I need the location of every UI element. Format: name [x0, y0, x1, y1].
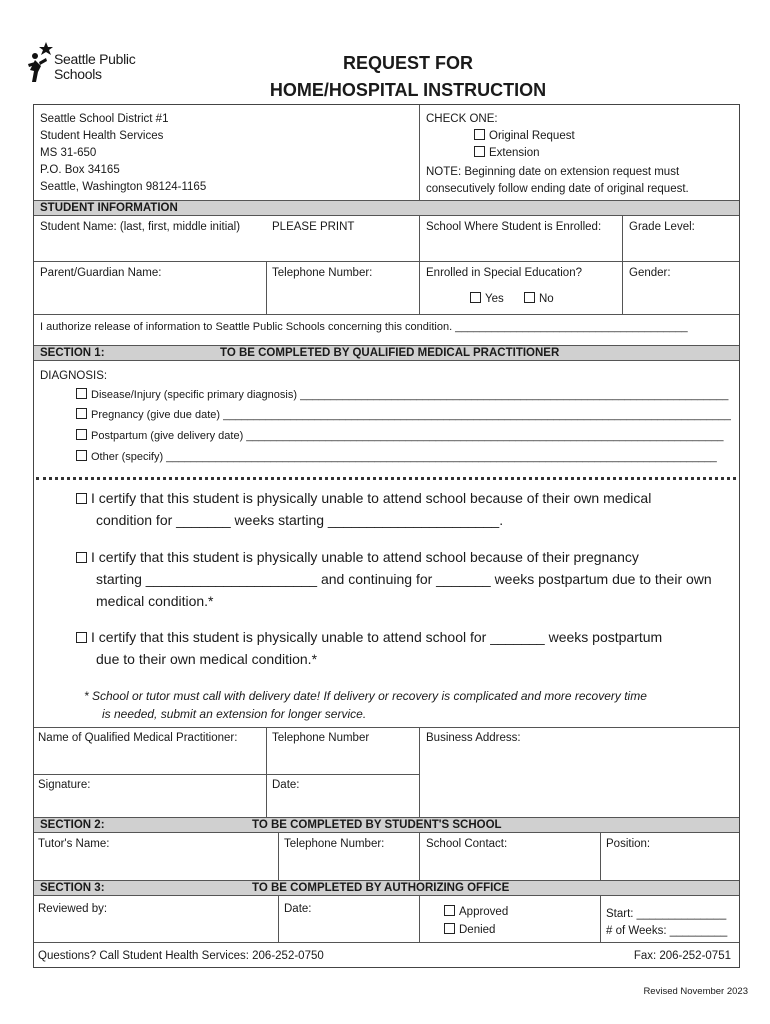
- diagnosis-label: DIAGNOSIS:: [40, 370, 108, 382]
- address-line4: P.O. Box 34165: [40, 164, 120, 176]
- cert3-checkbox[interactable]: [76, 632, 87, 643]
- practitioner-name-label: Name of Qualified Medical Practitioner:: [38, 732, 238, 744]
- student-info-heading: STUDENT INFORMATION: [40, 202, 178, 214]
- section2-title: TO BE COMPLETED BY STUDENT'S SCHOOL: [252, 819, 502, 831]
- approved-option[interactable]: [444, 904, 508, 921]
- section1-title: TO BE COMPLETED BY QUALIFIED MEDICAL PRACTITIONER: [220, 347, 560, 359]
- parent-guardian-label: Parent/Guardian Name:: [40, 267, 162, 279]
- cert1-checkbox[interactable]: [76, 493, 87, 504]
- practitioner-phone-label: Telephone Number: [272, 732, 370, 744]
- pregnancy-label: Pregnancy (give due date) ___________________________________________________________________________________: [91, 409, 731, 421]
- revised-date: Revised November 2023: [643, 986, 748, 997]
- review-date-label: Date:: [284, 903, 312, 915]
- student-info-bar: [34, 200, 739, 216]
- seattle-public-schools-logo: [26, 40, 146, 88]
- section2-label: SECTION 2:: [40, 819, 105, 831]
- extension-option[interactable]: [474, 145, 540, 162]
- tutor-phone-label: Telephone Number:: [284, 838, 385, 850]
- no-checkbox[interactable]: [524, 292, 535, 303]
- runners-icon: [26, 40, 54, 86]
- denied-checkbox[interactable]: [444, 923, 455, 934]
- telephone-label: Telephone Number:: [272, 267, 373, 279]
- cert2-line1: I certify that this student is physically unable to attend school because of their pregnancy: [91, 549, 639, 565]
- page-title: [200, 50, 616, 104]
- logo-line2: Schools: [54, 66, 102, 82]
- other-checkbox[interactable]: [76, 450, 87, 461]
- address-line5: Seattle, Washington 98124-1165: [40, 181, 207, 193]
- tutor-name-label: Tutor's Name:: [38, 838, 110, 850]
- approved-checkbox[interactable]: [444, 905, 455, 916]
- cert2-line2: starting ______________________ and continuing for _______ weeks postpartum due to their own: [96, 571, 712, 587]
- section3-label: SECTION 3:: [40, 882, 105, 894]
- cert2-line3: medical condition.*: [96, 593, 214, 609]
- diag-other[interactable]: [76, 449, 717, 466]
- cert2-checkbox[interactable]: [76, 552, 87, 563]
- section1-bar: [34, 345, 739, 361]
- delivery-note-line1: * School or tutor must call with delivery date! If delivery or recovery is complicated and more recovery time: [84, 689, 647, 703]
- delivery-note-line2: is needed, submit an extension for longer service.: [102, 707, 367, 721]
- denied-option[interactable]: [444, 922, 495, 939]
- address-line2: Student Health Services: [40, 130, 164, 142]
- position-label: Position:: [606, 838, 651, 850]
- special-ed-yes[interactable]: [470, 291, 504, 308]
- diag-pregnancy[interactable]: [76, 407, 731, 424]
- cert3[interactable]: [76, 626, 662, 648]
- check-note-line2: consecutively follow ending date of original request.: [426, 183, 689, 195]
- denied-label: Denied: [459, 924, 496, 936]
- signature-date-label: Date:: [272, 779, 300, 791]
- original-request-option[interactable]: [474, 128, 575, 145]
- authorize-release: I authorize release of information to Seattle Public Schools concerning this condition. ______________________________________: [40, 321, 688, 333]
- section3-title: TO BE COMPLETED BY AUTHORIZING OFFICE: [252, 882, 510, 894]
- no-label: No: [539, 293, 554, 305]
- original-request-checkbox[interactable]: [474, 129, 485, 140]
- special-ed-label: Enrolled in Special Education?: [426, 267, 582, 279]
- check-note-line1: NOTE: Beginning date on extension request must: [426, 166, 680, 178]
- pregnancy-checkbox[interactable]: [76, 408, 87, 419]
- yes-checkbox[interactable]: [470, 292, 481, 303]
- section3-bar: [34, 880, 739, 896]
- student-name-label: Student Name: (last, first, middle initial): [40, 221, 241, 233]
- business-address-label: Business Address:: [426, 732, 521, 744]
- section2-bar: [34, 817, 739, 833]
- title-line1: REQUEST FOR: [342, 53, 473, 73]
- disease-checkbox[interactable]: [76, 388, 87, 399]
- check-one-label: CHECK ONE:: [426, 113, 498, 125]
- postpartum-checkbox[interactable]: [76, 429, 87, 440]
- cert2[interactable]: [76, 546, 639, 568]
- weeks-field[interactable]: # of Weeks: _________: [606, 925, 728, 937]
- address-line3: MS 31-650: [40, 147, 97, 159]
- cert3-line1: I certify that this student is physically unable to attend school for _______ weeks postpartum: [91, 629, 663, 645]
- diag-postpartum[interactable]: [76, 428, 723, 445]
- title-line2: HOME/HOSPITAL INSTRUCTION: [269, 80, 547, 100]
- disease-label: Disease/Injury (specific primary diagnosis) ______________________________________________________________________: [91, 389, 729, 401]
- diag-disease[interactable]: [76, 387, 728, 404]
- questions-contact: Questions? Call Student Health Services: 206-252-0750: [38, 950, 324, 962]
- original-request-label: Original Request: [489, 130, 575, 142]
- logo-line1: Seattle Public: [54, 51, 136, 67]
- gender-label: Gender:: [629, 267, 671, 279]
- please-print-label: PLEASE PRINT: [272, 221, 355, 233]
- address-line1: Seattle School District #1: [40, 113, 169, 125]
- section1-label: SECTION 1:: [40, 347, 105, 359]
- cert3-line2: due to their own medical condition.*: [96, 651, 318, 667]
- extension-label: Extension: [489, 147, 540, 159]
- special-ed-no[interactable]: [524, 291, 554, 308]
- reviewed-by-label: Reviewed by:: [38, 903, 108, 915]
- grade-level-label: Grade Level:: [629, 221, 695, 233]
- yes-label: Yes: [485, 293, 504, 305]
- other-label: Other (specify) __________________________________________________________________________________________: [91, 451, 717, 463]
- fax-number: Fax: 206-252-0751: [633, 950, 731, 962]
- start-field[interactable]: Start: ______________: [606, 908, 727, 920]
- request-form: [33, 104, 740, 968]
- dotted-divider: [36, 477, 736, 480]
- signature-label: Signature:: [38, 779, 91, 791]
- cert1-line1: I certify that this student is physically unable to attend school because of their own medical: [91, 490, 652, 506]
- school-contact-label: School Contact:: [426, 838, 508, 850]
- school-enrolled-label: School Where Student is Enrolled:: [426, 221, 602, 233]
- cert1[interactable]: [76, 487, 651, 509]
- extension-checkbox[interactable]: [474, 146, 485, 157]
- cert1-line2: condition for _______ weeks starting ______________________.: [96, 512, 504, 528]
- postpartum-label: Postpartum (give delivery date) ______________________________________________________________________________: [91, 430, 724, 442]
- approved-label: Approved: [459, 906, 509, 918]
